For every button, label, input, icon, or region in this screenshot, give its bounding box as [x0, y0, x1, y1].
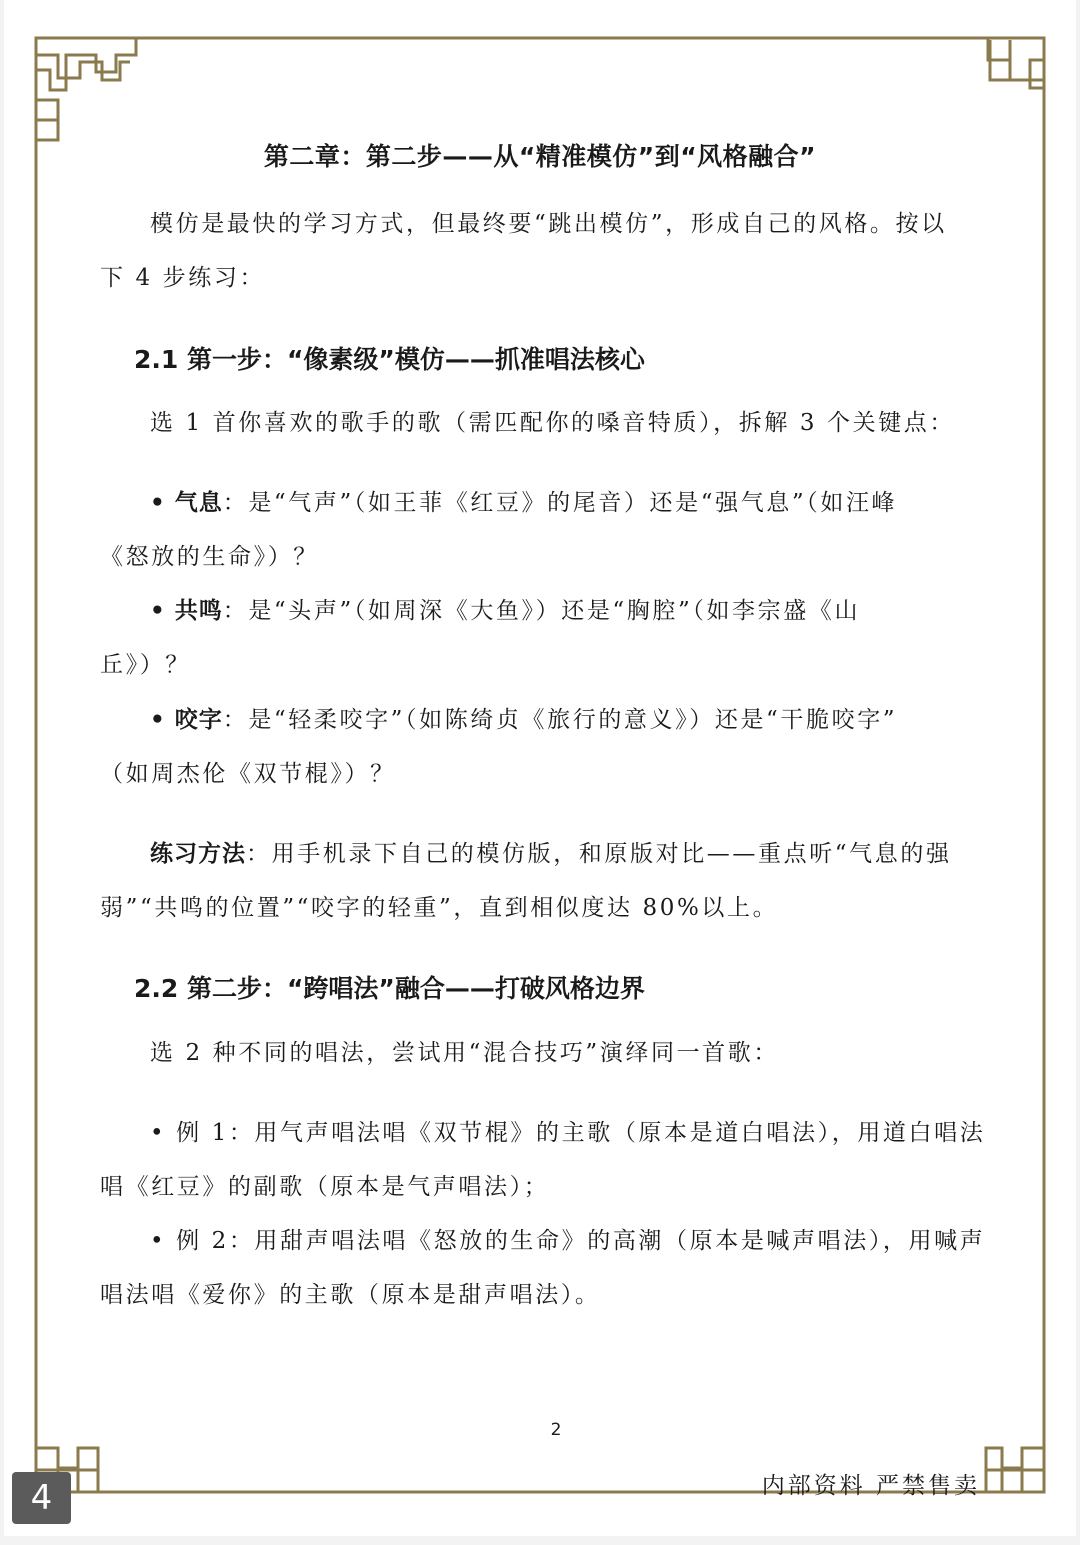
bullet-breath-cont: 《怒放的生命》）？ [100, 544, 319, 570]
bullet-text: ：是“轻柔咬字”（如陈绮贞《旅行的意义》）还是“干脆咬字” [222, 707, 898, 733]
intro-line-2: 下 4 步练习： [100, 265, 266, 291]
section-heading-2-1: 2.1 第一步：“像素级”模仿——抓准唱法核心 [134, 345, 645, 374]
intro-line-1: 模仿是最快的学习方式，但最终要“跳出模仿”，形成自己的风格。按以 [150, 211, 947, 237]
bullet-label: • 共鸣 [150, 598, 223, 624]
bullet-diction-cont: （如周杰伦《双节棍》）？ [100, 761, 396, 787]
bullet-label: • 气息 [150, 490, 223, 516]
image-index-badge[interactable]: 4 [12, 1472, 71, 1524]
example-1: • 例 1：用气声唱法唱《双节棍》的主歌（原本是道白唱法），用道白唱法 [150, 1120, 986, 1146]
section-heading-2-2: 2.2 第二步：“跨唱法”融合——打破风格边界 [134, 974, 645, 1003]
page-number: 2 [550, 1420, 562, 1440]
practice-text: ：用手机录下自己的模仿版，和原版对比——重点听“气息的强 [246, 841, 952, 867]
bullet-resonance [150, 592, 860, 625]
practice-method [150, 835, 952, 868]
bullet-label: • 咬字 [150, 707, 223, 733]
example-2-cont: 唱法唱《爱你》的主歌（原本是甜声唱法）。 [100, 1282, 601, 1308]
bullet-diction [150, 701, 897, 734]
bullet-breath [150, 484, 897, 517]
example-1-cont: 唱《红豆》的副歌（原本是气声唱法）； [100, 1174, 550, 1200]
example-2: • 例 2：用甜声唱法唱《怒放的生命》的高潮（原本是喊声唱法），用喊声 [150, 1228, 986, 1254]
practice-method-cont: 弱”“共鸣的位置”“咬字的轻重”，直到相似度达 80%以上。 [100, 895, 779, 921]
practice-label: 练习方法 [150, 841, 246, 867]
footer-note: 内部资料 严禁售卖 [761, 1473, 980, 1499]
bullet-text: ：是“气声”（如王菲《红豆》的尾音）还是“强气息”（如汪峰 [222, 490, 898, 516]
section-1-lead: 选 1 首你喜欢的歌手的歌（需匹配你的嗓音特质），拆解 3 个关键点： [150, 410, 956, 436]
bullet-text: ：是“头声”（如周深《大鱼》）还是“胸腔”（如李宗盛《山 [222, 598, 861, 624]
section-2-lead: 选 2 种不同的唱法，尝试用“混合技巧”演绎同一首歌： [150, 1040, 779, 1066]
bullet-resonance-cont: 丘》）？ [100, 652, 191, 678]
chapter-title: 第二章：第二步——从“精准模仿”到“风格融合” [263, 142, 817, 171]
